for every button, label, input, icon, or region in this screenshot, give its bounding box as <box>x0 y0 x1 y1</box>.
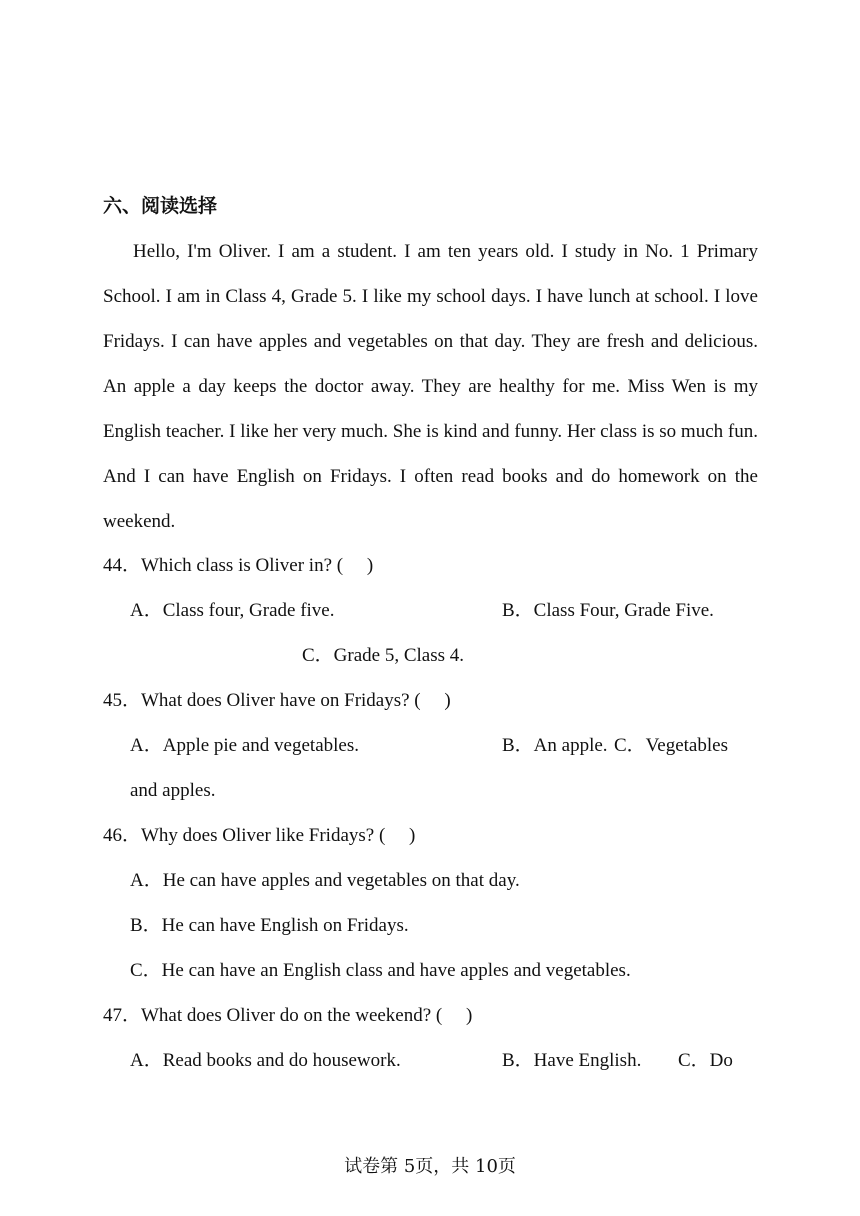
question-47-option-a: A．Read books and do housework. <box>130 1050 401 1071</box>
question-45-option-a: A．Apple pie and vegetables. <box>130 735 359 756</box>
question-46-option-a: A．He can have apples and vegetables on that day. <box>130 870 520 891</box>
question-44-option-b: B．Class Four, Grade Five. <box>502 600 714 621</box>
question-47-option-b: B．Have English. <box>502 1050 642 1071</box>
question-46-option-c: C．He can have an English class and have apples and vegetables. <box>130 960 631 981</box>
question-46-stem: 46．Why does Oliver like Fridays? ( ) <box>103 825 416 846</box>
question-46-option-b: B．He can have English on Fridays. <box>130 915 409 936</box>
question-45-option-b: B．An apple. <box>502 735 608 756</box>
question-44-option-c: C．Grade 5, Class 4. <box>302 645 465 666</box>
question-45-stem: 45．What does Oliver have on Fridays? ( ) <box>103 690 451 711</box>
question-47-option-c: C．Do <box>678 1050 733 1071</box>
question-45-option-c-continued: and apples. <box>130 780 216 801</box>
page-footer: 试卷第 5页，共 10页 <box>344 1156 516 1177</box>
section-title: 六、阅读选择 <box>103 195 218 217</box>
question-44-stem: 44．Which class is Oliver in? ( ) <box>103 555 374 576</box>
question-45-option-c: C．Vegetables <box>614 735 728 756</box>
reading-passage: Hello, I'm Oliver. I am a student. I am ten years old. I study in No. 1 Primary School. I am in Class 4, Grade 5. I like my school days. I have lunch at school. I love Fridays. I can have apples and vegetables on that day. They are fresh and delicious. An apple a day keeps the doctor away. They are healthy for me. Miss Wen is my English teacher. I like her very much. She is kind and funny. Her class is so much fun. And I can have English on Fridays. I often read books and do homework on the weekend. <box>103 241 758 532</box>
question-47-stem: 47．What does Oliver do on the weekend? ( ) <box>103 1005 473 1026</box>
question-44-option-a: A．Class four, Grade five. <box>130 600 335 621</box>
